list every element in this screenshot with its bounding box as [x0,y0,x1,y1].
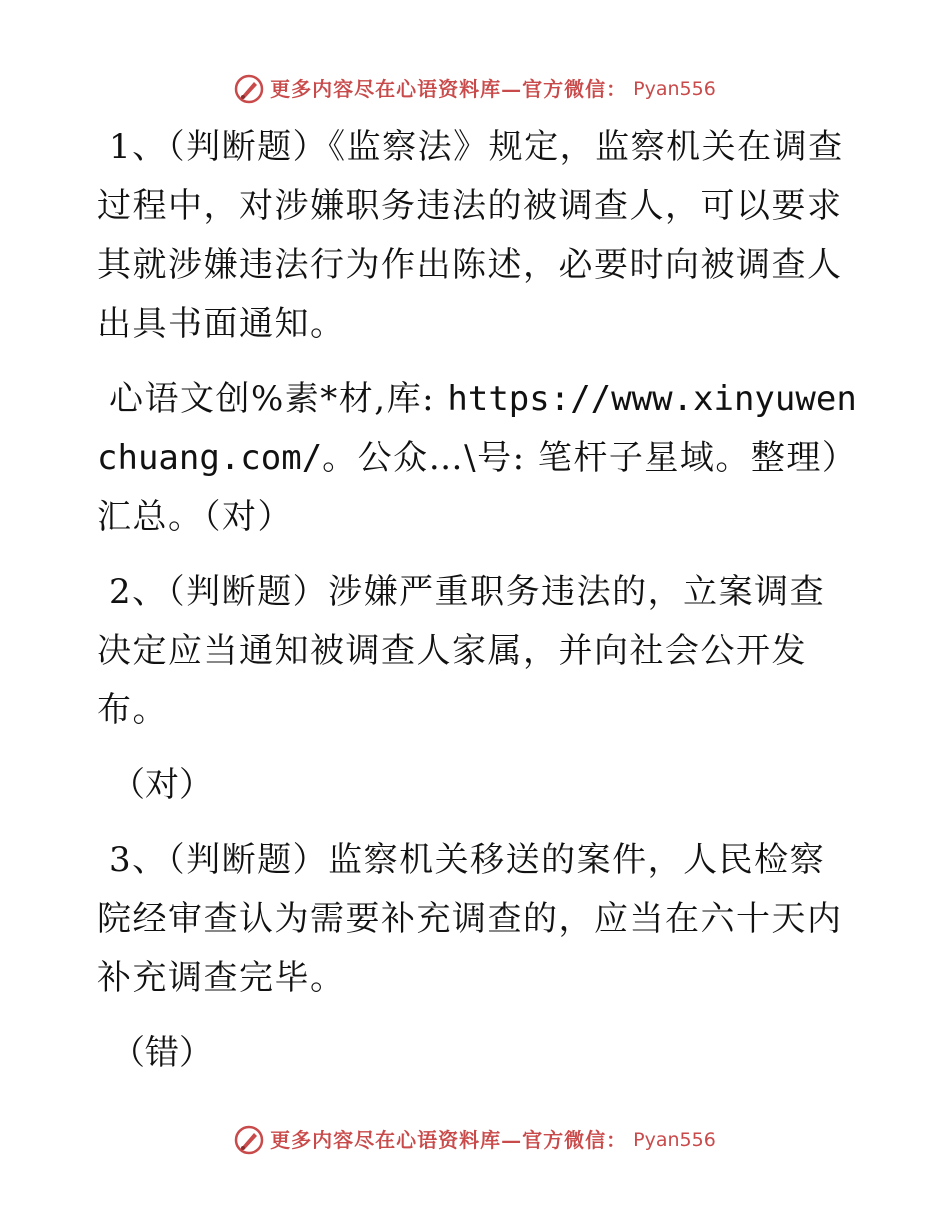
answer-2: （对） [111,765,213,805]
footer-banner-contact: Pyan556 [633,1129,716,1151]
header-banner [0,74,950,104]
document-body [97,118,857,1099]
question-1: 1、（判断题）《监察法》规定，监察机关在调查过程中，对涉嫌职务违法的被调查人，可以要求其就涉嫌违法行为作出陈述，必要时向被调查人出具书面通知。 [97,127,844,344]
source-prefix: 心语文创%素*材,库: [109,379,448,419]
footer-banner-text: 更多内容尽在心语资料库—官方微信： [270,1128,628,1152]
footer-banner [0,1125,950,1155]
source-url: https://www.xinyuwenchuang.com/ [97,379,857,478]
header-banner-text: 更多内容尽在心语资料库—官方微信： [270,77,628,101]
quill-logo-icon [234,1125,264,1155]
quill-logo-icon [234,74,264,104]
answer-3: （错） [111,1033,213,1073]
source-suffix: 。公众…\号: 笔杆子星域。整理）汇总。（对） [97,438,841,537]
question-3: 3、（判断题）监察机关移送的案件，人民检察院经审查认为需要补充调查的，应当在六十天内补充调查完毕。 [97,840,843,998]
question-2: 2、（判断题）涉嫌严重职务违法的，立案调查决定应当通知被调查人家属，并向社会公开发布。 [97,572,826,730]
header-banner-contact: Pyan556 [633,78,716,100]
source-note [97,370,857,547]
